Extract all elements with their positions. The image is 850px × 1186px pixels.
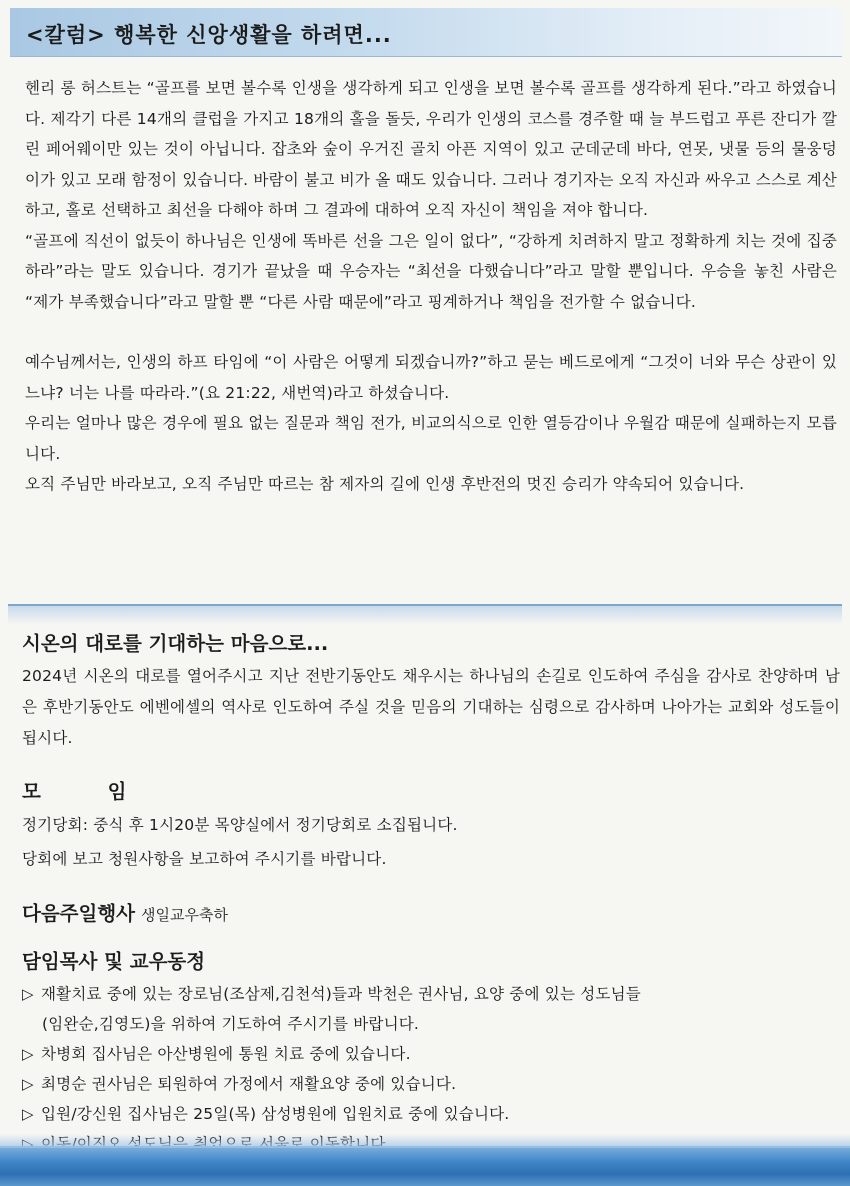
news-item xyxy=(22,979,840,1009)
meeting-title: 모 임 xyxy=(22,780,157,803)
pastor-news-title: 담임목사 및 교우동정 xyxy=(22,950,206,973)
news-item xyxy=(22,1069,840,1099)
footer-band xyxy=(0,1146,850,1186)
pastor-news-section xyxy=(22,947,840,1159)
triangle-bullet-icon: ▷ xyxy=(22,985,34,1003)
section-divider xyxy=(8,604,842,624)
triangle-bullet-icon: ▷ xyxy=(22,1045,34,1063)
news-item xyxy=(22,1039,840,1069)
column-paragraph: 예수님께서는, 인생의 하프 타임에 “이 사람은 어떻게 되겠습니까?”하고 묻는 베드로에게 “그것이 너와 무슨 상관이 있느냐? 너는 나를 따라라.”(요 21:22, 새번역)라고 하셨습니다. xyxy=(25,353,837,402)
column-paragraph: 오직 주님만 바라보고, 오직 주님만 따르는 참 제자의 길에 인생 후반전의 멋진 승리가 약속되어 있습니다. xyxy=(25,475,745,493)
column-body xyxy=(25,73,837,500)
news-item-text: 재활치료 중에 있는 장로님(조삼제,김천석)들과 박천은 권사님, 요양 중에 있는 성도님들 xyxy=(41,985,641,1003)
column-paragraph: “골프에 직선이 없듯이 하나님은 인생에 똑바른 선을 그은 일이 없다”, “강하게 치려하지 말고 정확하게 치는 것에 집중하라”라는 말도 있습니다. 경기가 끝났을 때 우승자는 “최선을 다했습니다”라고 말할 뿐입니다. 우승을 놓친 사람은 “제가 부족했습니다”라고 말할 뿐 “다른 사람 때문에”라고 핑계하거나 책임을 전가할 수 없습니다. xyxy=(25,231,837,311)
news-list xyxy=(22,979,840,1159)
column-header-band xyxy=(10,8,842,57)
zion-section xyxy=(22,630,840,754)
column-title: <칼럼> 행복한 신앙생활을 하려면... xyxy=(26,23,392,47)
paragraph-spacer xyxy=(25,317,837,347)
meeting-line: 정기당회: 중식 후 1시20분 목양실에서 정기당회로 소집됩니다. xyxy=(22,816,458,834)
news-item-text: 입원/강신원 집사님은 25일(목) 삼성병원에 입원치료 중에 있습니다. xyxy=(41,1105,510,1123)
column-paragraph: 헨리 롱 허스트는 “골프를 보면 볼수록 인생을 생각하게 되고 인생을 보면 볼수록 골프를 생각하게 된다.”라고 하였습니다. 제각기 다른 14개의 클럽을 가지고 18개의 홀을 돌듯, 우리가 인생의 코스를 경주할 때 늘 부드럽고 푸른 잔디가 깔린 페어웨이만 있는 것이 아닙니다. 잡초와 숲이 우거진 골치 아픈 지역이 있고 군데군데 바다, 연못, 냇물 등의 물웅덩이가 있고 모래 함정이 있습니다. 바람이 불고 비가 올 때도 있습니다. 그러나 경기자는 오직 자신과 싸우고 스스로 계산하고, 홀로 선택하고 최선을 다해야 하며 그 결과에 대하여 오직 자신이 책임을 져야 합니다. xyxy=(25,79,837,219)
news-item-text: 차병회 집사님은 아산병원에 통원 치료 중에 있습니다. xyxy=(41,1045,411,1063)
next-week-section xyxy=(22,898,840,926)
zion-title: 시온의 대로를 기대하는 마음으로... xyxy=(22,632,329,655)
news-item xyxy=(22,1099,840,1129)
zion-text: 2024년 시온의 대로를 열어주시고 지난 전반기동안도 채우시는 하나님의 손길로 인도하여 주심을 감사로 찬양하며 남은 후반기동안도 에벤에셀의 역사로 인도하여 주실 것을 믿음의 기대하는 심령으로 감사하며 나아가는 교회와 성도들이 됩시다. xyxy=(22,667,840,747)
news-item-continuation xyxy=(22,1009,840,1039)
triangle-bullet-icon: ▷ xyxy=(22,1105,34,1123)
news-item-text: (임완순,김영도)을 위하여 기도하여 주시기를 바랍니다. xyxy=(42,1015,420,1033)
meeting-section xyxy=(22,777,840,875)
column-paragraph: 우리는 얼마나 많은 경우에 필요 없는 질문과 책임 전가, 비교의식으로 인한 열등감이나 우월감 때문에 실패하는지 모릅니다. xyxy=(25,414,837,463)
news-item-text: 최명순 권사님은 퇴원하여 가정에서 재활요양 중에 있습니다. xyxy=(41,1075,457,1093)
next-week-title: 다음주일행사 xyxy=(22,902,136,925)
triangle-bullet-icon: ▷ xyxy=(22,1075,34,1093)
next-week-event: 생일교우축하 xyxy=(141,906,228,924)
meeting-line: 당회에 보고 청원사항을 보고하여 주시기를 바랍니다. xyxy=(22,850,387,868)
